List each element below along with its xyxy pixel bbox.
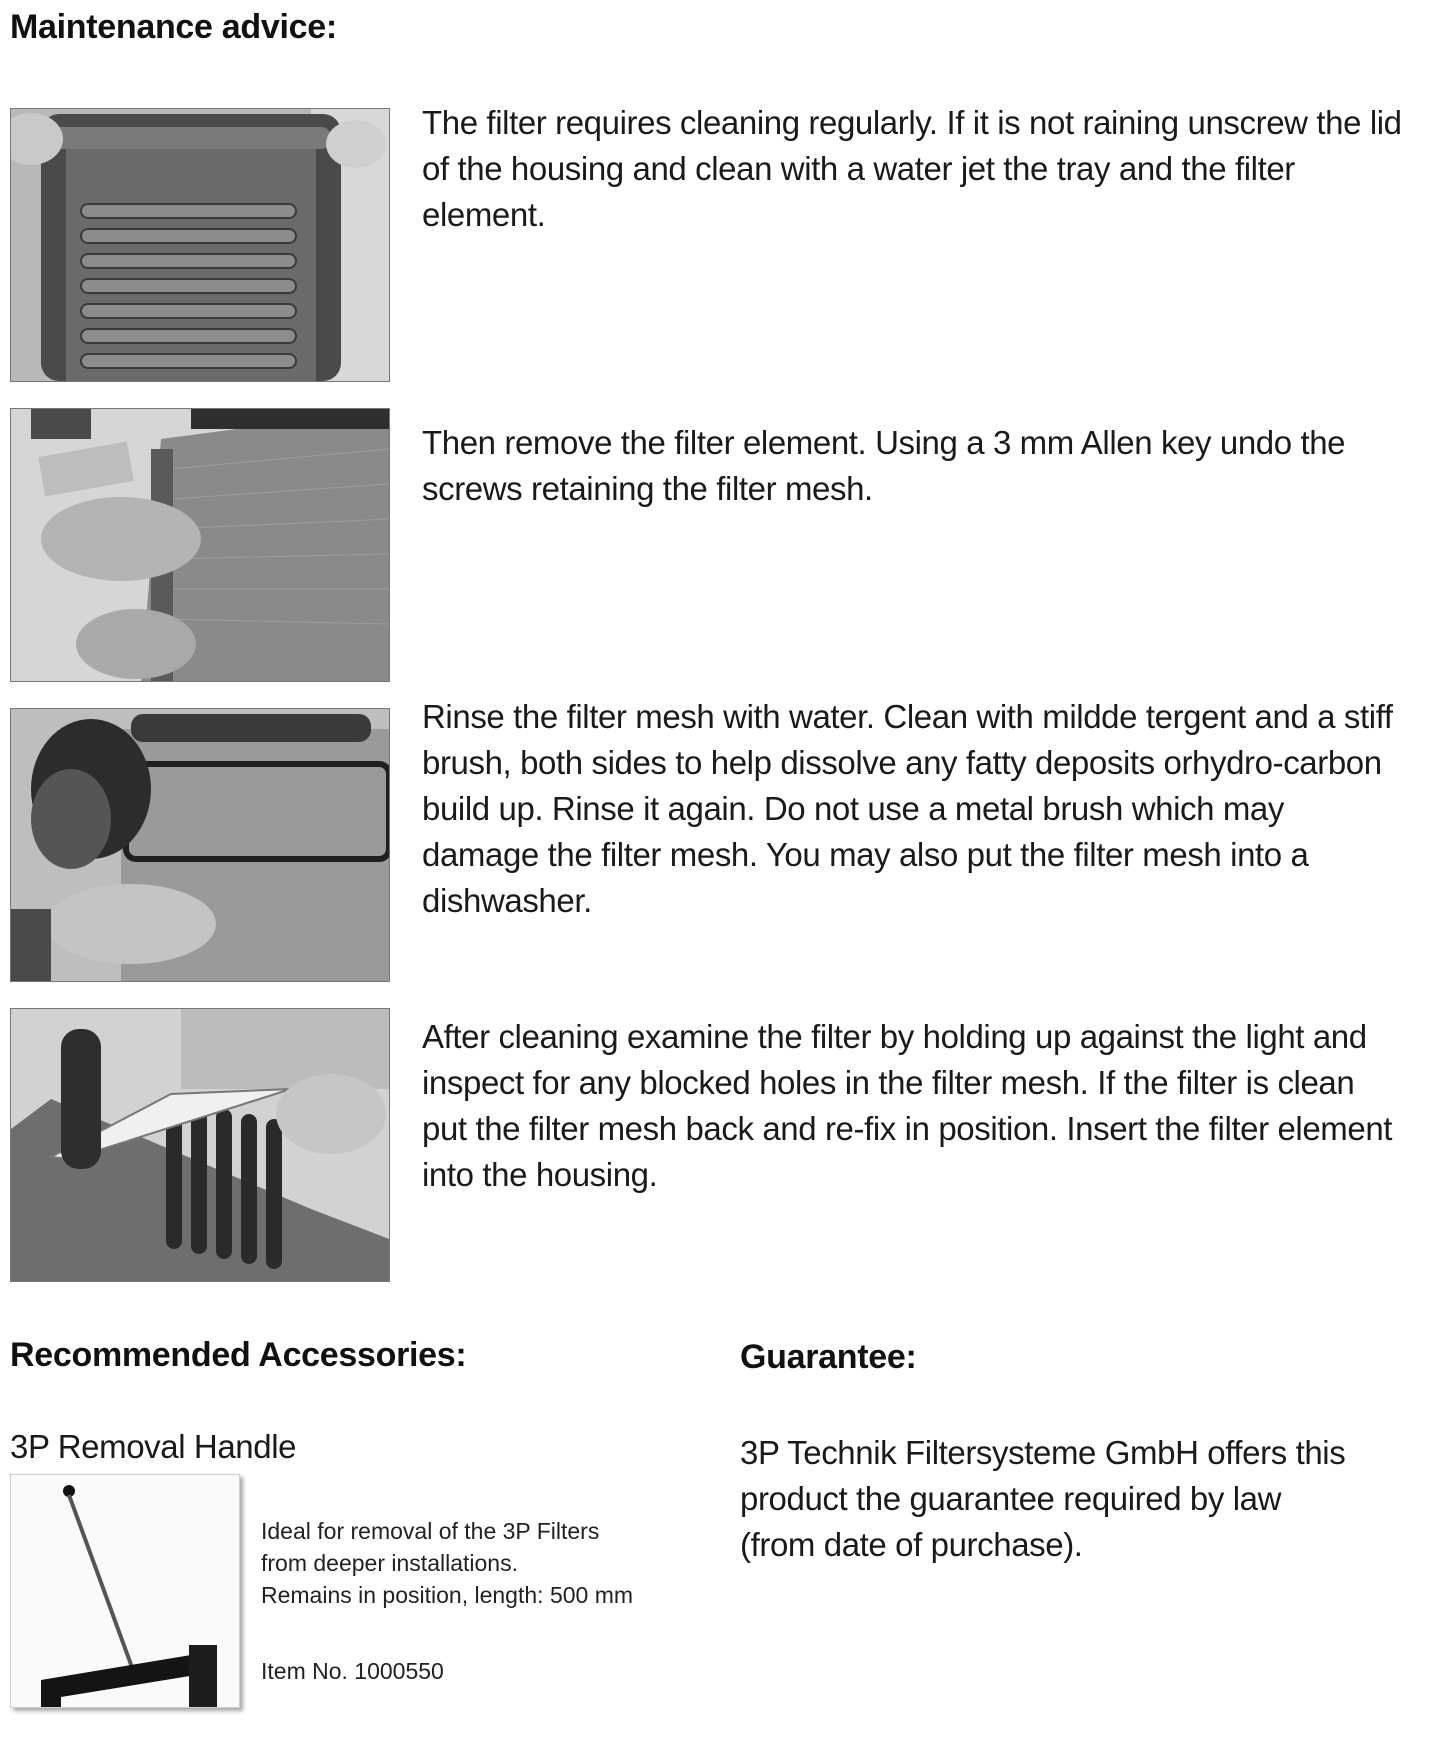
allen-key-photo	[10, 408, 390, 682]
product-description-line-1: Ideal for removal of the 3P Filters	[261, 1518, 600, 1544]
product-description-line-3: Remains in position, length: 500 mm	[261, 1582, 634, 1608]
step-1-text: The filter requires cleaning regularly. If it is not raining unscrew the lid of the housing and clean with a water jet the tray and the filter element.	[422, 104, 1402, 233]
step-4-text: After cleaning examine the filter by holding up against the light and inspect for any blocked holes in the filter mesh. If the filter is clean put the filter mesh back and re-fix in position. Insert the filter element into the housing.	[422, 1018, 1393, 1193]
step-2-text: Then remove the filter element. Using a 3 mm Allen key undo the screws retaining the filter mesh.	[422, 424, 1346, 507]
filter-element-photo	[10, 108, 390, 382]
guarantee-line-1: 3P Technik Filtersysteme GmbH offers this	[740, 1434, 1346, 1471]
guarantee-line-2: product the guarantee required by law	[740, 1480, 1282, 1517]
accessories-heading: Recommended Accessories:	[10, 1336, 467, 1374]
rinse-brush-photo	[10, 708, 390, 982]
guarantee-text	[740, 1430, 1380, 1568]
guarantee-heading: Guarantee:	[740, 1338, 917, 1376]
step-3-text: Rinse the filter mesh with water. Clean with mildde tergent and a stiff brush, both sides to help dissolve any fatty deposits orhydro-carbon build up. Rinse it again. Do not use a metal brush which may damage the filter mesh. You may also put the filter mesh into a dishwasher.	[422, 698, 1393, 919]
product-name: 3P Removal Handle	[10, 1428, 297, 1465]
refit-mesh-photo	[10, 1008, 390, 1282]
guarantee-line-3: (from date of purchase).	[740, 1526, 1083, 1563]
item-number: Item No. 1000550	[261, 1658, 444, 1684]
product-description-line-2: from deeper installations.	[261, 1550, 518, 1576]
maintenance-heading: Maintenance advice:	[10, 8, 337, 46]
removal-handle-photo	[10, 1474, 240, 1708]
